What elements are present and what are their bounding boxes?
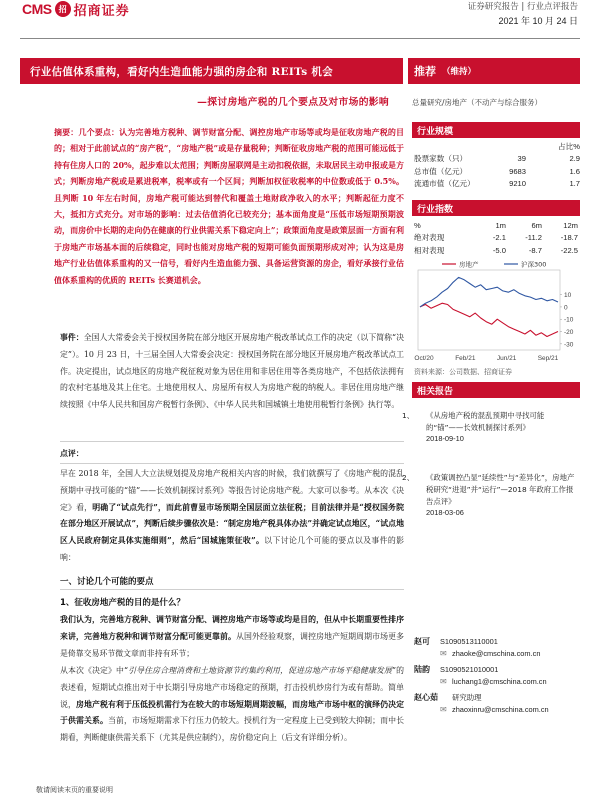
related-report-item[interactable]: 1、 《从房地产税的混乱预期中寻找可能的“锚”——长效机制探讨系列》 2018-09-10 [414,410,580,443]
y-tick-label: -10 [564,316,574,324]
industry-scale-table [414,140,580,190]
analyst-email-row[interactable]: ✉ luchang1@cmschina.com.cn [440,677,547,687]
event-paragraph [60,330,404,414]
y-tick-label: 0 [564,304,568,312]
purpose-paragraph: 我们认为，完善地方税种、调节财富分配、调控房地产市场等或均是目的，但从中长期重要性排序来讲，完善地方税种和调节财富分配可能更靠前。从国外经验观察，调控房地产短期周期市场更多是倚靠交易环节微文章而非持有环节； [60,615,404,658]
report-date: 2021 年 10 月 24 日 [498,16,578,26]
analyst-row: 赵可 S1090513110001 [414,636,498,646]
industry-index-heading: 行业指数 [412,200,580,216]
header-divider [20,38,580,39]
divider [60,441,404,442]
industry-label: 总量研究/房地产（不动产与综合服务） [412,98,543,107]
comment-paragraph: 早在 2018 年，全国人大立法规划提及房地产税相关内容的时候，我们就撰写了《房地产税的混乱预期中寻找可能的“锚”——长效机制探讨系列》等报告讨论房地产税。大家可以参考。从本次《决定》看，明确了“试点先行”，而此前曹显市场预期全国层面立法征税；目前法律并是“授权国务院在部分地区开展试点”，判断后续步骤依次是：“制定房地产税具体办法”并确定试点地区，“试点地区人民政府制定具体实施细则”，然后“国城施策征收”。以下讨论几个可能的要点以及事件的影响： [60,469,404,562]
series-line [420,303,558,336]
table-row: 绝对表现 -2.1 -11.2 -18.7 [414,233,578,243]
table-header-row: 占比% [558,141,580,151]
section-heading-1-1: 1、征收房地产税的目的是什么？ [60,598,185,608]
email-icon: ✉ [440,649,447,659]
analyst-name: 陆韵 [414,664,430,674]
related-report-date: 2018-03-06 [426,508,464,517]
x-tick-label: Feb/21 [455,355,476,362]
y-tick-label: -30 [564,341,574,349]
abstract [54,124,404,288]
analyst-email-row[interactable]: ✉ zhaoke@cmschina.com.cn [440,649,541,659]
related-report-title: 《政策调控凸显“延续性”与“差异化”，房地产税研究“进退”并“运行”—2018 年政府工作报告点评》 [426,473,575,506]
rating-label: 推荐 [414,65,436,78]
performance-table [414,219,580,257]
table-row: 相对表现 -5.0 -8.7 -22.5 [414,245,578,255]
logo-mark-icon: 招 [55,1,71,17]
chart-svg [414,258,580,366]
table-header-row: % 1m 6m 12m [414,220,578,230]
comment-label: 点评： [60,449,84,458]
series-line [420,277,558,307]
divider [60,589,404,590]
analyst-name: 赵心茹 [414,692,438,702]
impact-paragraph: 从本次《决定》中“引导住房合理消费和土地资源节约集约利用，促进房地产市场平稳健康发展”的表述看，短期试点推出对于中长期引导房地产市场稳定的预期，打击投机炒房行为或有帮助。简单说，房地产税有利于压低投机需行为在较大的市场短期周期波幅，而房地产市场中枢的演绎仍决定于供需关系。当前，市场短期需求下行压力仍较大。授机行为一定程度上已受到较大抑制；而中长期看，判断健康供需关系下（尤其是供应制约），房价稳定向上（后文有详细分析）。 [60,666,404,743]
analyst-row: 陆韵 S1090521010001 [414,664,499,674]
footer-disclaimer: 敬请阅读末页的重要说明 [36,786,113,794]
x-tick-label: Sep/21 [537,355,559,362]
legend-label: 房地产 [459,260,479,269]
abstract-text: 几个要点：认为完善地方税种、调节财富分配、调控房地产市场等或均是征收房地产税的目的；相对于此前试点的“房产税”，“房地产税”或是存量税种；判断征收房地产税的范围可能远低于持有住房人口的 20%，起步难以太范围；判断房屋联网是主动扣税依据，未取居民主动申报或是方式；判断房地产税或是累进税率，税率或有一个区间；判断加权征收税率的中位数或低于 0.5%。且判断 10 年左右时间，房地产税可能达到替代和覆盖土地财政净收入的水平；判断起征力度不大，抵扣方式充分。对市场的影响：过去估值消化已较充分；基本面角度是“压低市场短期预期波动，而房价中长期的走向仍在健康的行业供需关系下稳定向上”；政策面角度是政策层面一方面有利于房地产市场基本面的后续稳定，同时也能对房地产税的短期可能负面预期形成对冲；认为这是房地产行业估值体系重构的又一信号，看好内生造血能力强、具备运营资源的房企，看好承接行业估值体系重构的优质的 REITs 长赛道机会。 [54,127,405,285]
y-tick-label: 10 [564,292,572,300]
analyst-list [414,635,580,716]
y-tick-label: -20 [564,329,574,337]
related-report-item[interactable]: 2、 《政策调控凸显“延续性”与“差异化”，房地产税研究“进退”并“运行”—2018 年政府工作报告点评》 2018-03-06 [414,472,580,517]
legend-label: 沪深300 [521,260,547,269]
industry-scale-heading: 行业规模 [412,122,580,138]
report-title: 行业估值体系重构，看好内生造血能力强的房企和 REITs 机会 [20,58,403,84]
analyst-row: 赵心茹 研究助理 [414,692,482,702]
chart-frame [418,270,560,350]
related-report-title: 《从房地产税的混乱预期中寻找可能的“锚”——长效机制探讨系列》 [426,411,545,432]
email-icon: ✉ [440,677,447,687]
chart-source: 资料来源：公司数据、招商证券 [414,368,512,376]
rating-note: （维持） [442,67,477,77]
event-text: 全国人大常委会关于授权国务院在部分地区开展房地产税改革试点工作的决定（以下简称“决定”）。10 月 23 日，十三届全国人大常委会决定：授权国务院在部分地区开展房地产税改革试点工作。决定提出，试点地区的房地产税征税对象为居住用和非居住用等各类房地产，不包括依法拥有的农村宅基地及其上住宅。土地使用权人、房屋所有权人为房地产税的纳税人。非居住用房地产继续按照《中华人民共和国房产税暂行条例》、《中华人民共和国城镇土地使用税暂行条例》执行等。 [60,333,404,410]
logo-cn: 招商证券 [73,3,130,19]
abstract-label: 摘要： [54,127,79,137]
index-performance-chart [414,258,580,366]
section-heading-1: 一、讨论几个可能的要点 [60,577,154,587]
related-reports-heading: 相关报告 [412,382,580,398]
x-tick-label: Jun/21 [496,355,517,362]
event-label: 事件： [60,333,84,342]
divider [60,463,404,464]
related-report-date: 2018-09-10 [426,434,464,443]
table-row: 流通市值（亿元） 9210 1.7 [414,179,580,189]
logo-en: CMS [22,1,52,17]
report-subtitle: —探讨房地产税的几个要点及对市场的影响 [197,97,389,108]
x-tick-label: Oct/20 [414,355,434,362]
company-logo [22,0,130,18]
analyst-email-row[interactable]: ✉ zhaoxinru@cmschina.com.cn [440,705,549,715]
table-row: 总市值（亿元） 9683 1.6 [414,166,580,176]
rating-badge [408,58,580,84]
table-row: 股票家数（只） 39 2.9 [414,154,580,164]
analyst-name: 赵可 [414,636,430,646]
email-icon: ✉ [440,705,447,715]
report-type: 证券研究报告 | 行业点评报告 [467,2,578,12]
